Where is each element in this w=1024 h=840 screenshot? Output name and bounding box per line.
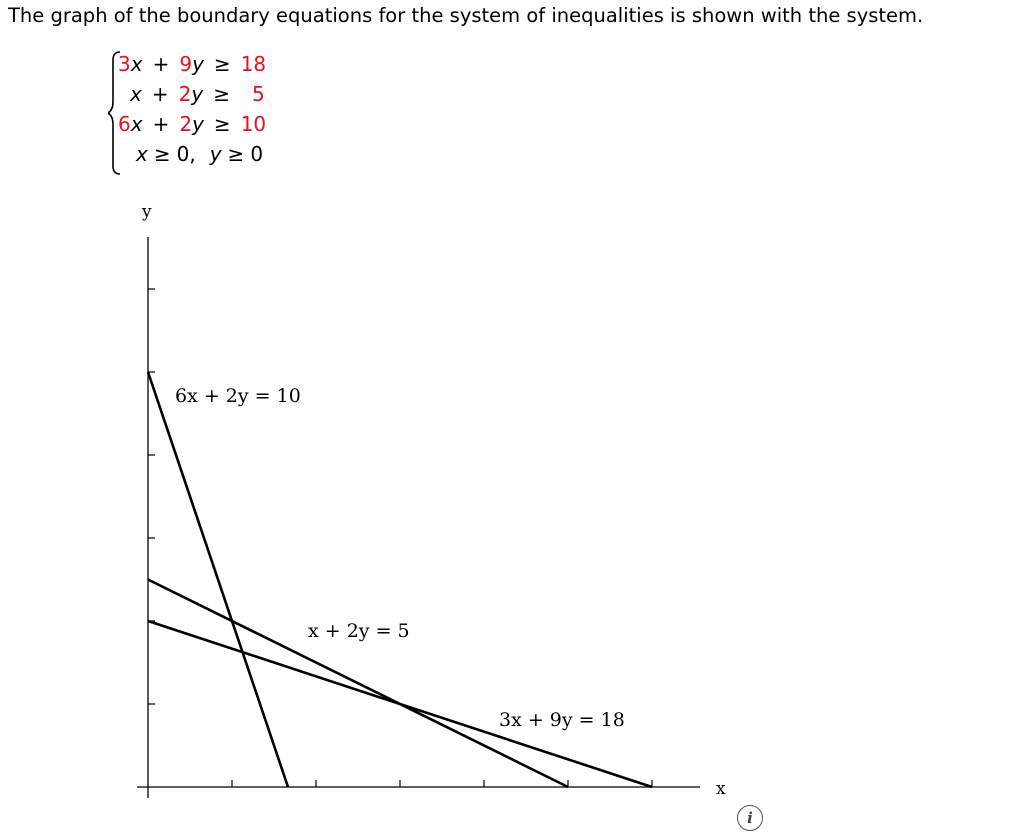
plus-sign: +	[152, 52, 170, 76]
y-coefficient: 2	[179, 112, 193, 136]
y-variable: y	[209, 142, 222, 166]
boundary-line	[148, 580, 568, 788]
y-variable: y	[192, 52, 204, 76]
x-axis-label: x	[716, 779, 726, 799]
y-axis-label: y	[142, 202, 152, 222]
relation-sign: ≥	[227, 142, 245, 166]
x-coefficient: 3	[118, 52, 131, 76]
axes	[137, 202, 726, 799]
y-variable: y	[191, 82, 204, 106]
line-label: 3x + 9y = 18	[499, 709, 625, 731]
x-bound: 0,	[176, 142, 196, 166]
boundary-line	[148, 372, 288, 787]
right-hand-side: 18	[240, 52, 267, 76]
y-coefficient: 9	[179, 52, 193, 76]
relation-sign: ≥	[153, 142, 171, 166]
line-label: 6x + 2y = 10	[175, 385, 301, 407]
y-bound: 0	[250, 142, 264, 166]
boundary-line	[148, 621, 652, 787]
x-coefficient: 6	[118, 112, 131, 136]
plus-sign: +	[151, 82, 169, 106]
right-hand-side: 10	[240, 112, 267, 136]
y-variable: y	[192, 112, 204, 136]
right-hand-side: 5	[251, 82, 265, 106]
x-variable: x	[130, 52, 143, 76]
x-variable: x	[136, 142, 148, 166]
x-variable: x	[130, 82, 142, 106]
relation-sign: ≥	[213, 52, 231, 76]
y-coefficient: 2	[178, 82, 192, 106]
x-variable: x	[130, 112, 143, 136]
line-labels	[175, 385, 625, 731]
relation-sign: ≥	[213, 82, 230, 106]
line-label: x + 2y = 5	[308, 620, 410, 642]
info-circle-icon[interactable]: i	[737, 805, 763, 831]
relation-sign: ≥	[213, 112, 231, 136]
intro-text: The graph of the boundary equations for the system of inequalities is shown with the system.	[8, 4, 924, 27]
plus-sign: +	[152, 112, 170, 136]
